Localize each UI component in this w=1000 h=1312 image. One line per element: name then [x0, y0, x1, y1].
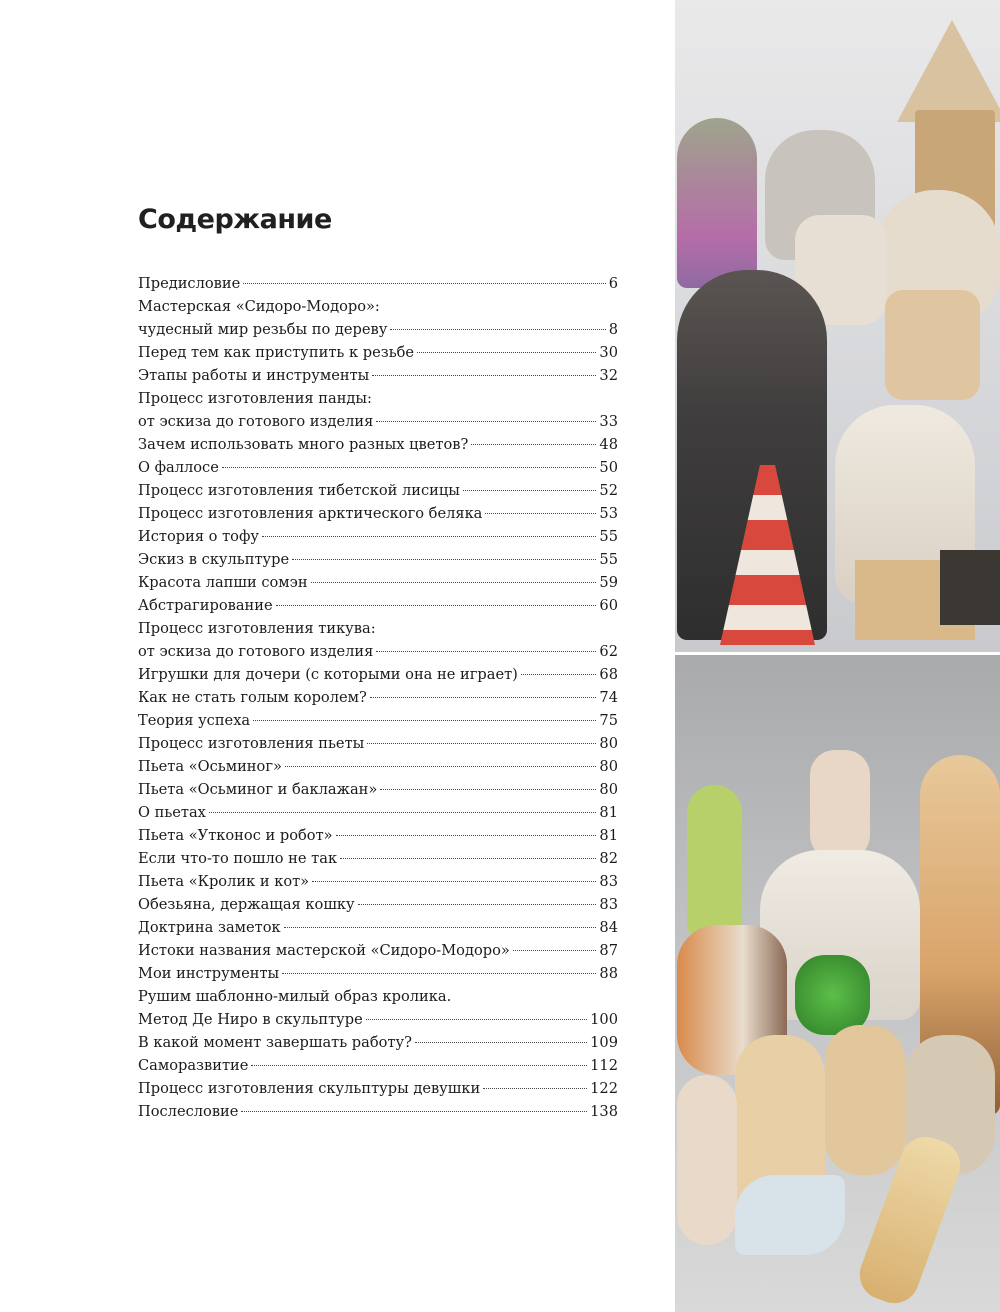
toc-entry-page-number: 122 [590, 1080, 618, 1097]
toc-entry [138, 479, 618, 502]
toc-entry [138, 387, 618, 433]
toc-entry-row [138, 594, 618, 617]
toc-entry [138, 525, 618, 548]
toc-entry-page-number: 50 [599, 459, 618, 476]
toc-entry-row [138, 663, 618, 686]
fish-figure [735, 1175, 845, 1255]
toc-entry-page-number: 83 [599, 873, 618, 890]
toc-entry-page-number: 68 [599, 666, 618, 683]
toc-entry-title: от эскиза до готового изделия [138, 643, 374, 660]
toc-entry-page-number: 80 [599, 735, 618, 752]
toc-entry [138, 847, 618, 870]
toc-dot-leader [276, 605, 597, 606]
toc-entry [138, 1077, 618, 1100]
toc-entry-title: О фаллосе [138, 459, 219, 476]
toc-entry-row [138, 824, 618, 847]
toc-entry-title: Зачем использовать много разных цветов? [138, 436, 469, 453]
toc-entry [138, 939, 618, 962]
toc-list [138, 272, 618, 1123]
toc-entry-page-number: 80 [599, 781, 618, 798]
toc-entry-first-line: Мастерская «Сидоро-Модоро»: [138, 298, 380, 315]
toc-entry-title: Перед тем как приступить к резьбе [138, 344, 415, 361]
table-of-contents [138, 200, 618, 1123]
toc-entry [138, 985, 618, 1031]
toc-entry-page-number: 81 [599, 827, 618, 844]
toc-entry [138, 824, 618, 847]
toc-entry-page-number: 87 [599, 942, 618, 959]
toc-dot-leader [284, 927, 597, 928]
toc-entry-title: О пьетах [138, 804, 206, 821]
toc-entry-row [138, 1008, 618, 1031]
toc-entry-page-number: 80 [599, 758, 618, 775]
toc-entry-title: Игрушки для дочери (с которыми она не играет) [138, 666, 518, 683]
toc-dot-leader [380, 789, 596, 790]
toc-entry-page-number: 83 [599, 896, 618, 913]
toc-entry-page-number: 59 [599, 574, 618, 591]
toc-entry-page-number: 75 [599, 712, 618, 729]
slug-figure [687, 785, 742, 935]
toc-entry-title: Теория успеха [138, 712, 251, 729]
toc-entry-page-number: 60 [599, 597, 618, 614]
toc-entry [138, 1100, 618, 1123]
toc-dot-leader [312, 881, 596, 882]
toc-entry-title: Процесс изготовления пьеты [138, 735, 365, 752]
toc-entry-page-number: 32 [599, 367, 618, 384]
pig-figure [885, 290, 980, 400]
toc-dot-leader [209, 812, 597, 813]
toc-entry [138, 732, 618, 755]
toc-entry-row [138, 525, 618, 548]
toc-entry-row [138, 962, 618, 985]
toc-entry [138, 1031, 618, 1054]
toc-entry [138, 962, 618, 985]
toc-entry-row [138, 433, 618, 456]
toc-entry-row [138, 916, 618, 939]
toc-entry [138, 870, 618, 893]
toc-entry-row [138, 502, 618, 525]
toc-entry-row [138, 479, 618, 502]
toc-entry-row [138, 893, 618, 916]
toc-dot-leader [285, 766, 597, 767]
toc-entry [138, 1054, 618, 1077]
toc-entry-row [138, 640, 618, 663]
parrot-figure [677, 118, 757, 288]
toc-entry-row [138, 364, 618, 387]
toc-entry-page-number: 53 [599, 505, 618, 522]
toc-entry-title: Процесс изготовления арктического беляка [138, 505, 483, 522]
toc-entry-page-number: 84 [599, 919, 618, 936]
toc-entry-row [138, 755, 618, 778]
toc-entry-page-number: 33 [599, 413, 618, 430]
toc-entry-title: Процесс изготовления тибетской лисицы [138, 482, 460, 499]
toc-entry-page-number: 6 [608, 275, 618, 292]
toc-dot-leader [358, 904, 597, 905]
toc-entry-title: Саморазвитие [138, 1057, 249, 1074]
toc-entry [138, 364, 618, 387]
photo-carved-figures-top [675, 0, 1000, 652]
toc-entry [138, 295, 618, 341]
toc-entry-row [138, 1077, 618, 1100]
toc-entry-row [138, 732, 618, 755]
toc-entry-row [138, 318, 618, 341]
toc-entry-title: Этапы работы и инструменты [138, 367, 370, 384]
toc-entry-title: Мои инструменты [138, 965, 280, 982]
dark-block [940, 550, 1000, 625]
toc-entry-row [138, 686, 618, 709]
toc-entry [138, 893, 618, 916]
toc-dot-leader [376, 421, 596, 422]
toc-entry [138, 272, 618, 295]
toc-entry-row [138, 1031, 618, 1054]
toc-dot-leader [251, 1065, 587, 1066]
toc-dot-leader [370, 697, 597, 698]
toc-dot-leader [463, 490, 597, 491]
toc-dot-leader [292, 559, 596, 560]
toc-entry-row [138, 801, 618, 824]
toc-entry-page-number: 112 [590, 1057, 618, 1074]
toc-entry-title: Процесс изготовления скульптуры девушки [138, 1080, 481, 1097]
toc-entry-title: Пьета «Кролик и кот» [138, 873, 310, 890]
toc-entry-title: Метод Де Ниро в скульптуре [138, 1011, 363, 1028]
toc-entry-page-number: 74 [599, 689, 618, 706]
toc-entry-row [138, 456, 618, 479]
toc-entry [138, 916, 618, 939]
toc-dot-leader [366, 1019, 587, 1020]
toc-entry-title: от эскиза до готового изделия [138, 413, 374, 430]
toc-entry [138, 709, 618, 732]
toc-entry [138, 778, 618, 801]
photo-carved-figures-bottom [675, 655, 1000, 1312]
toc-entry [138, 686, 618, 709]
toc-entry-row [138, 939, 618, 962]
toc-entry-title: История о тофу [138, 528, 259, 545]
toc-dot-leader [521, 674, 597, 675]
toc-entry-page-number: 8 [608, 321, 618, 338]
toc-entry-row [138, 410, 618, 433]
toc-dot-leader [243, 283, 605, 284]
toc-dot-leader [415, 1042, 587, 1043]
toc-entry-title: Если что-то пошло не так [138, 850, 338, 867]
toc-entry-page-number: 88 [599, 965, 618, 982]
toc-dot-leader [282, 973, 596, 974]
toc-entry-row [138, 870, 618, 893]
toc-entry-title: Предисловие [138, 275, 241, 292]
toc-entry-page-number: 48 [599, 436, 618, 453]
toc-dot-leader [417, 352, 596, 353]
toc-entry-row [138, 272, 618, 295]
toc-entry-page-number: 30 [599, 344, 618, 361]
toc-dot-leader [222, 467, 597, 468]
toc-dot-leader [262, 536, 596, 537]
toc-dot-leader [390, 329, 605, 330]
toc-entry-title: чудесный мир резьбы по дереву [138, 321, 388, 338]
toc-entry-page-number: 55 [599, 528, 618, 545]
toc-dot-leader [367, 743, 596, 744]
toc-entry [138, 341, 618, 364]
toc-entry-title: Красота лапши сомэн [138, 574, 308, 591]
toc-entry-row [138, 548, 618, 571]
toc-entry-first-line: Рушим шаблонно-милый образ кролика. [138, 988, 452, 1005]
toc-entry [138, 571, 618, 594]
toc-dot-leader [483, 1088, 587, 1089]
toc-entry-title: Обезьяна, держащая кошку [138, 896, 355, 913]
toc-entry-page-number: 138 [590, 1103, 618, 1120]
caterpillar-figure [795, 955, 870, 1035]
toc-entry [138, 502, 618, 525]
toc-dot-leader [241, 1111, 587, 1112]
toc-dot-leader [336, 835, 597, 836]
baby-figure [677, 1075, 737, 1245]
toc-entry-page-number: 109 [590, 1034, 618, 1051]
toc-dot-leader [253, 720, 596, 721]
toc-dot-leader [485, 513, 596, 514]
toc-entry [138, 456, 618, 479]
toc-dot-leader [513, 950, 597, 951]
toc-dot-leader [372, 375, 596, 376]
toc-entry-row [138, 847, 618, 870]
toc-entry-row [138, 709, 618, 732]
toc-entry [138, 617, 618, 663]
toc-entry-page-number: 62 [599, 643, 618, 660]
toc-entry [138, 433, 618, 456]
toc-entry-title: Послесловие [138, 1103, 239, 1120]
toc-heading: Содержание [138, 204, 332, 235]
toc-entry-title: Пьета «Утконос и робот» [138, 827, 333, 844]
toc-entry [138, 548, 618, 571]
toc-entry [138, 663, 618, 686]
toc-dot-leader [471, 444, 596, 445]
toc-entry-page-number: 82 [599, 850, 618, 867]
toc-dot-leader [340, 858, 596, 859]
toc-entry-row [138, 1100, 618, 1123]
toc-entry-title: Истоки названия мастерской «Сидоро-Модоро» [138, 942, 510, 959]
toc-dot-leader [376, 651, 596, 652]
toc-entry [138, 594, 618, 617]
small-cat-figure [810, 750, 870, 860]
toc-entry-first-line: Процесс изготовления тикува: [138, 620, 376, 637]
toc-entry-title: Пьета «Осьминог» [138, 758, 282, 775]
toc-entry [138, 755, 618, 778]
toc-entry [138, 801, 618, 824]
toc-entry-row [138, 571, 618, 594]
toc-entry-title: Доктрина заметок [138, 919, 281, 936]
toc-entry-row [138, 1054, 618, 1077]
wooden-figure-2 [825, 1025, 905, 1175]
toc-entry-title: Как не стать голым королем? [138, 689, 367, 706]
toc-entry-page-number: 81 [599, 804, 618, 821]
toc-entry-page-number: 100 [590, 1011, 618, 1028]
toc-entry-title: Эскиз в скульптуре [138, 551, 290, 568]
toc-entry-row [138, 341, 618, 364]
toc-entry-title: Абстрагирование [138, 597, 273, 614]
toc-entry-first-line: Процесс изготовления панды: [138, 390, 372, 407]
toc-entry-title: В какой момент завершать работу? [138, 1034, 412, 1051]
toc-entry-page-number: 55 [599, 551, 618, 568]
toc-entry-row [138, 778, 618, 801]
toc-dot-leader [311, 582, 597, 583]
toc-entry-page-number: 52 [599, 482, 618, 499]
toc-entry-title: Пьета «Осьминог и баклажан» [138, 781, 378, 798]
